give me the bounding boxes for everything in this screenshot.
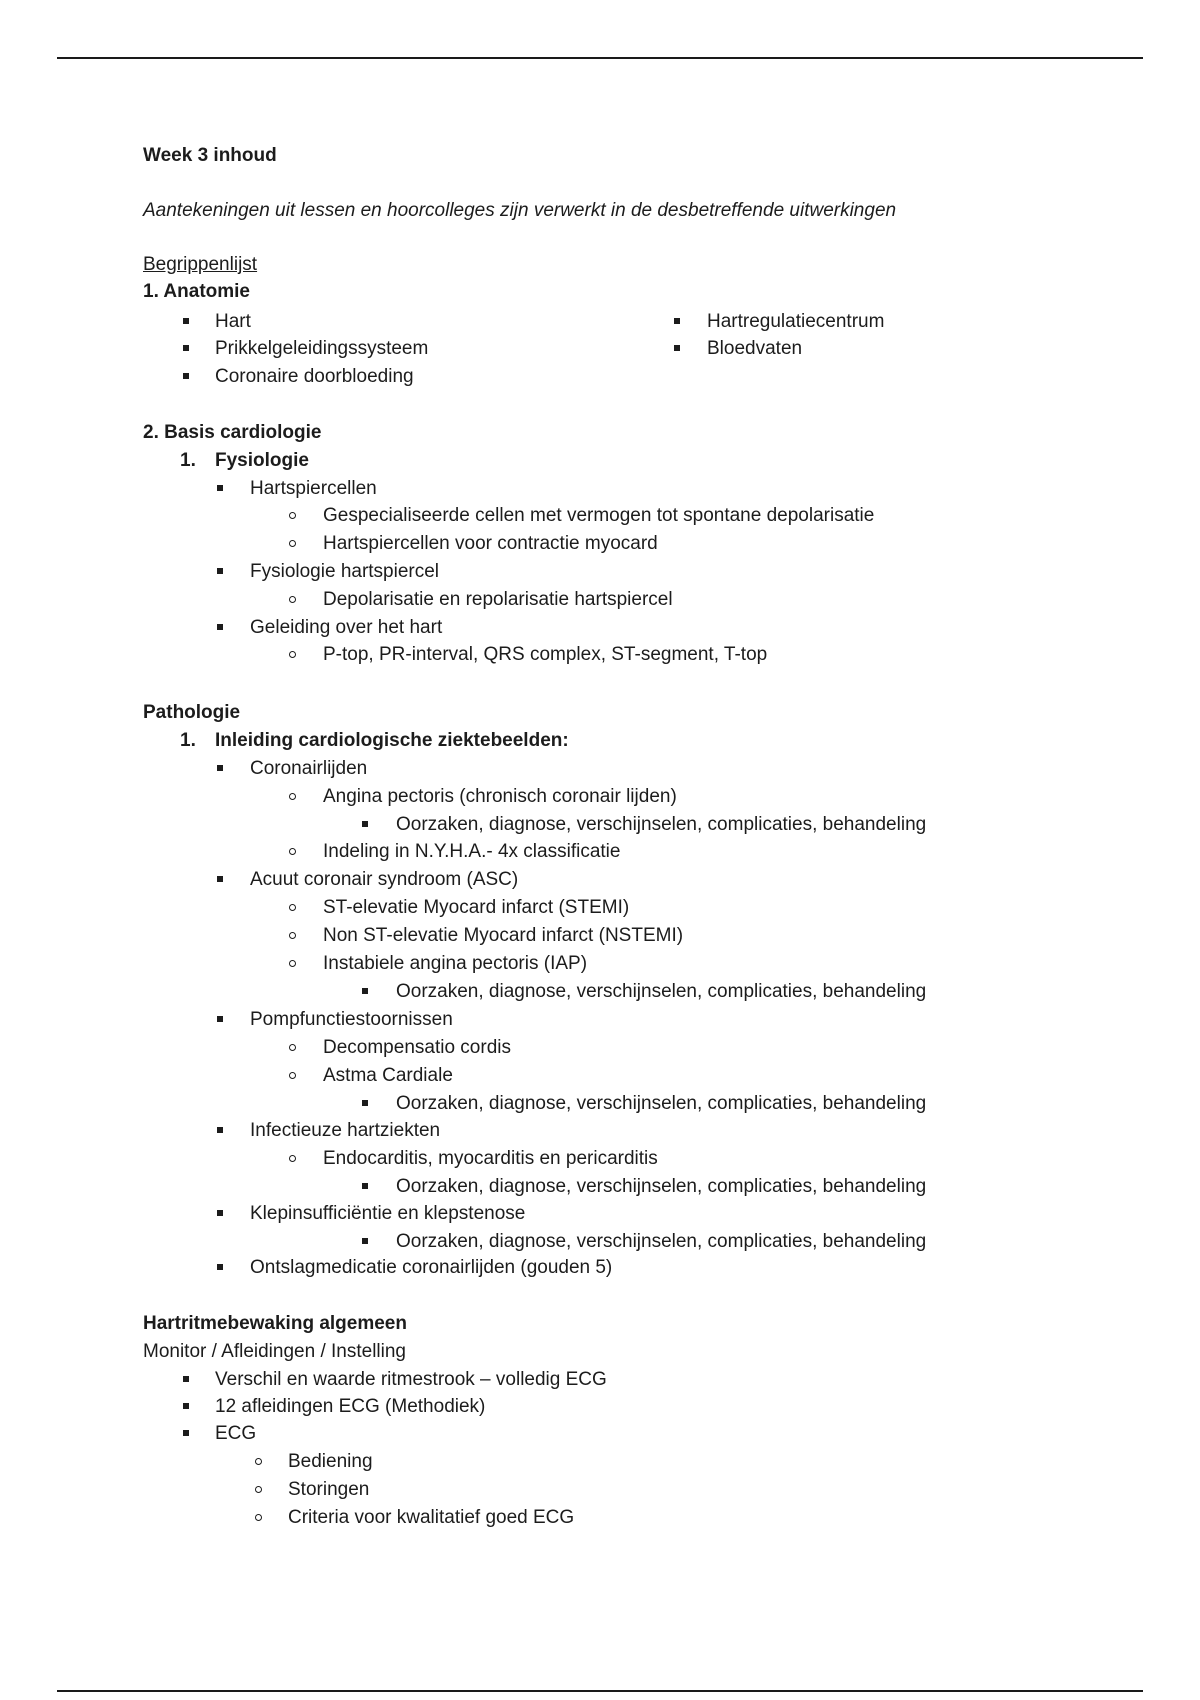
hartritme-heading: Hartritmebewaking algemeen — [143, 1313, 407, 1334]
list-item: P-top, PR-interval, QRS complex, ST-segment, T-top — [323, 644, 768, 665]
list-item: Indeling in N.Y.H.A.- 4x classificatie — [323, 841, 621, 862]
list-item: Klepinsufficiëntie en klepstenose — [250, 1203, 526, 1224]
list-item: Hart — [215, 311, 251, 332]
bullet-circle — [289, 540, 296, 547]
bullet-circle — [255, 1486, 262, 1493]
list-item: Infectieuze hartziekten — [250, 1120, 441, 1141]
bullet-circle — [255, 1514, 262, 1521]
bullet-square — [217, 568, 223, 574]
bullet-square — [674, 318, 680, 324]
bullet-circle — [289, 960, 296, 967]
bullet-square — [362, 821, 368, 827]
bullet-circle — [255, 1458, 262, 1465]
list-item: Coronairlijden — [250, 758, 368, 779]
list-item: Endocarditis, myocarditis en pericarditis — [323, 1148, 658, 1169]
anatomie-heading: 1. Anatomie — [143, 281, 250, 302]
list-item: Oorzaken, diagnose, verschijnselen, complicaties, behandeling — [396, 1176, 927, 1197]
list-item: Geleiding over het hart — [250, 617, 443, 638]
hartritme-subheading: Monitor / Afleidingen / Instelling — [143, 1341, 406, 1362]
bullet-square — [183, 373, 189, 379]
begrippenlijst-label: Begrippenlijst — [143, 254, 258, 275]
list-item: Pompfunctiestoornissen — [250, 1009, 453, 1030]
page-title: Week 3 inhoud — [143, 145, 277, 166]
bullet-square — [362, 1183, 368, 1189]
bullet-square — [217, 876, 223, 882]
list-item: Bloedvaten — [707, 338, 803, 359]
list-item: Oorzaken, diagnose, verschijnselen, complicaties, behandeling — [396, 814, 927, 835]
list-item: Instabiele angina pectoris (IAP) — [323, 953, 588, 974]
list-item: Gespecialiseerde cellen met vermogen tot spontane depolarisatie — [323, 505, 875, 526]
bullet-circle — [289, 848, 296, 855]
list-item: Hartspiercellen — [250, 478, 377, 499]
list-item: Hartregulatiecentrum — [707, 311, 885, 332]
list-item: Acuut coronair syndroom (ASC) — [250, 869, 519, 890]
bullet-square — [217, 1016, 223, 1022]
list-item: Prikkelgeleidingssysteem — [215, 338, 429, 359]
bullet-circle — [289, 651, 296, 658]
bullet-square — [183, 1430, 189, 1436]
bullet-square — [217, 485, 223, 491]
bullet-circle — [289, 596, 296, 603]
list-item: Astma Cardiale — [323, 1065, 453, 1086]
basis-heading: 2. Basis cardiologie — [143, 422, 322, 443]
numbered-marker: 1. — [180, 450, 196, 471]
bullet-square — [183, 1376, 189, 1382]
bullet-square — [674, 345, 680, 351]
list-item: Verschil en waarde ritmestrook – volledig ECG — [215, 1369, 607, 1390]
bullet-square — [183, 318, 189, 324]
bullet-square — [217, 624, 223, 630]
list-item: Oorzaken, diagnose, verschijnselen, complicaties, behandeling — [396, 981, 927, 1002]
bullet-circle — [289, 904, 296, 911]
bullet-circle — [289, 512, 296, 519]
bullet-circle — [289, 793, 296, 800]
ziektebeelden-subheading: Inleiding cardiologische ziektebeelden: — [215, 730, 569, 751]
list-item: Criteria voor kwalitatief goed ECG — [288, 1507, 575, 1528]
bullet-square — [217, 1264, 223, 1270]
list-item: Angina pectoris (chronisch coronair lijden) — [323, 786, 677, 807]
list-item: Storingen — [288, 1479, 370, 1500]
list-item: Depolarisatie en repolarisatie hartspiercel — [323, 589, 673, 610]
bullet-circle — [289, 1072, 296, 1079]
bullet-circle — [289, 1155, 296, 1162]
list-item: Hartspiercellen voor contractie myocard — [323, 533, 658, 554]
list-item: Decompensatio cordis — [323, 1037, 511, 1058]
bullet-square — [362, 988, 368, 994]
bullet-circle — [289, 1044, 296, 1051]
list-item: ECG — [215, 1423, 257, 1444]
bullet-circle — [289, 932, 296, 939]
pathologie-heading: Pathologie — [143, 702, 241, 723]
bullet-square — [217, 765, 223, 771]
list-item: Bediening — [288, 1451, 373, 1472]
bullet-square — [362, 1238, 368, 1244]
footer-rule — [57, 1690, 1143, 1692]
bullet-square — [217, 1210, 223, 1216]
list-item: Non ST-elevatie Myocard infarct (NSTEMI) — [323, 925, 684, 946]
numbered-marker: 1. — [180, 730, 196, 751]
header-rule — [57, 57, 1143, 59]
list-item: Fysiologie hartspiercel — [250, 561, 440, 582]
list-item: Coronaire doorbloeding — [215, 366, 414, 387]
bullet-square — [183, 345, 189, 351]
bullet-square — [183, 1403, 189, 1409]
bullet-square — [217, 1127, 223, 1133]
list-item: Oorzaken, diagnose, verschijnselen, complicaties, behandeling — [396, 1231, 927, 1252]
list-item: 12 afleidingen ECG (Methodiek) — [215, 1396, 486, 1417]
list-item: Oorzaken, diagnose, verschijnselen, complicaties, behandeling — [396, 1093, 927, 1114]
list-item: Ontslagmedicatie coronairlijden (gouden 5) — [250, 1257, 613, 1278]
bullet-square — [362, 1100, 368, 1106]
intro-text: Aantekeningen uit lessen en hoorcolleges zijn verwerkt in de desbetreffende uitwerkingen — [143, 200, 897, 221]
fysiologie-subheading: Fysiologie — [215, 450, 309, 471]
list-item: ST-elevatie Myocard infarct (STEMI) — [323, 897, 630, 918]
